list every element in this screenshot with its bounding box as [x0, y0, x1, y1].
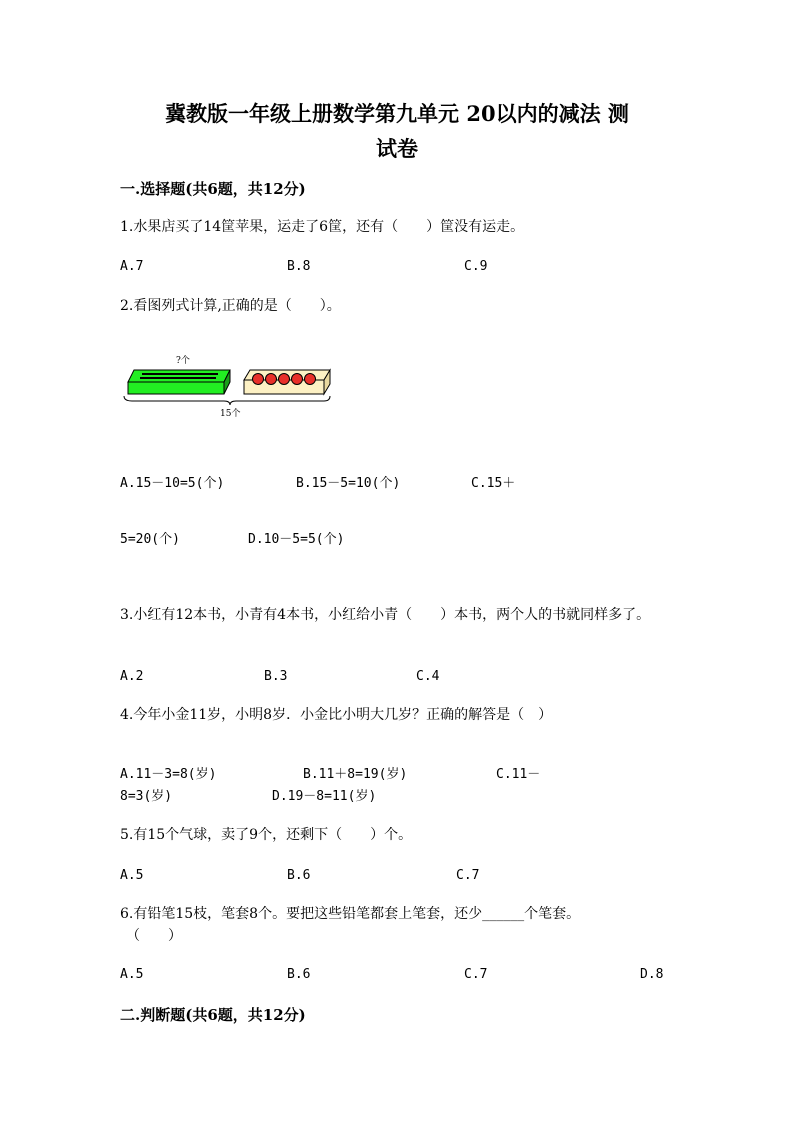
- question-6-text: 6.有铅笔15枝，笔套8个。要把这些铅笔都套上笔套，还少______个笔套。: [120, 906, 581, 922]
- section-heading-choice: 一.选择题(共6题，共12分): [120, 180, 306, 198]
- question-3-option-b: B.3: [264, 669, 288, 684]
- question-1-option-a: A.7: [120, 259, 144, 274]
- question-2-option-c-part2: 5=20(个): [120, 532, 180, 547]
- question-4-option-c-part2: 8=3(岁): [120, 789, 173, 804]
- question-2-text: 2.看图列式计算,正确的是（ ）。: [120, 298, 341, 314]
- question-3-option-a: A.2: [120, 669, 144, 684]
- question-5-text: 5.有15个气球，卖了9个，还剩下（ ）个。: [120, 827, 413, 843]
- question-1-option-c: C.9: [464, 259, 488, 274]
- question-4-option-c-part1: C.11－: [496, 767, 541, 782]
- question-4-option-b: B.11＋8=19(岁): [303, 767, 408, 782]
- figure-top-label: ?个: [176, 356, 190, 366]
- question-4-option-d: D.19－8=11(岁): [272, 789, 377, 804]
- document-title: [100, 96, 694, 166]
- question-6-option-d: D.8: [640, 967, 664, 982]
- red-balls: [253, 374, 316, 385]
- question-2-figure: [120, 350, 336, 420]
- title-line-2: 试卷: [376, 136, 418, 161]
- question-2-option-c-part1: C.15＋: [471, 476, 516, 491]
- question-2-option-d: D.10－5=5(个): [248, 532, 345, 547]
- question-5-option-b: B.6: [287, 868, 311, 883]
- question-3-option-c: C.4: [416, 669, 440, 684]
- bottom-brace: [124, 396, 330, 405]
- question-5-option-c: C.7: [456, 868, 480, 883]
- question-4-option-a: A.11－3=8(岁): [120, 767, 217, 782]
- question-6-answer-blank: （ ）: [126, 928, 182, 944]
- figure-bottom-label: 15个: [220, 409, 241, 419]
- green-stick-bundle: [128, 370, 230, 394]
- question-6-option-b: B.6: [287, 967, 311, 982]
- section-heading-judgment: 二.判断题(共6题，共12分): [120, 1006, 306, 1024]
- question-2-option-a: A.15－10=5(个): [120, 476, 225, 491]
- question-1-option-b: B.8: [287, 259, 311, 274]
- title-line-1: 冀教版一年级上册数学第九单元 20以内的减法 测: [165, 101, 629, 126]
- question-4-text: 4.今年小金11岁，小明8岁．小金比小明大几岁？正确的解答是（ ）: [120, 707, 553, 723]
- question-6-option-a: A.5: [120, 967, 144, 982]
- question-3-text: 3.小红有12本书，小青有4本书，小红给小青（ ）本书，两个人的书就同样多了。: [120, 607, 651, 623]
- question-6-option-c: C.7: [464, 967, 488, 982]
- question-1-text: 1.水果店买了14筐苹果，运走了6筐，还有（ ）筐没有运走。: [120, 219, 525, 235]
- stick-bundle-diagram: [120, 350, 336, 420]
- question-2-option-b: B.15－5=10(个): [296, 476, 401, 491]
- question-5-option-a: A.5: [120, 868, 144, 883]
